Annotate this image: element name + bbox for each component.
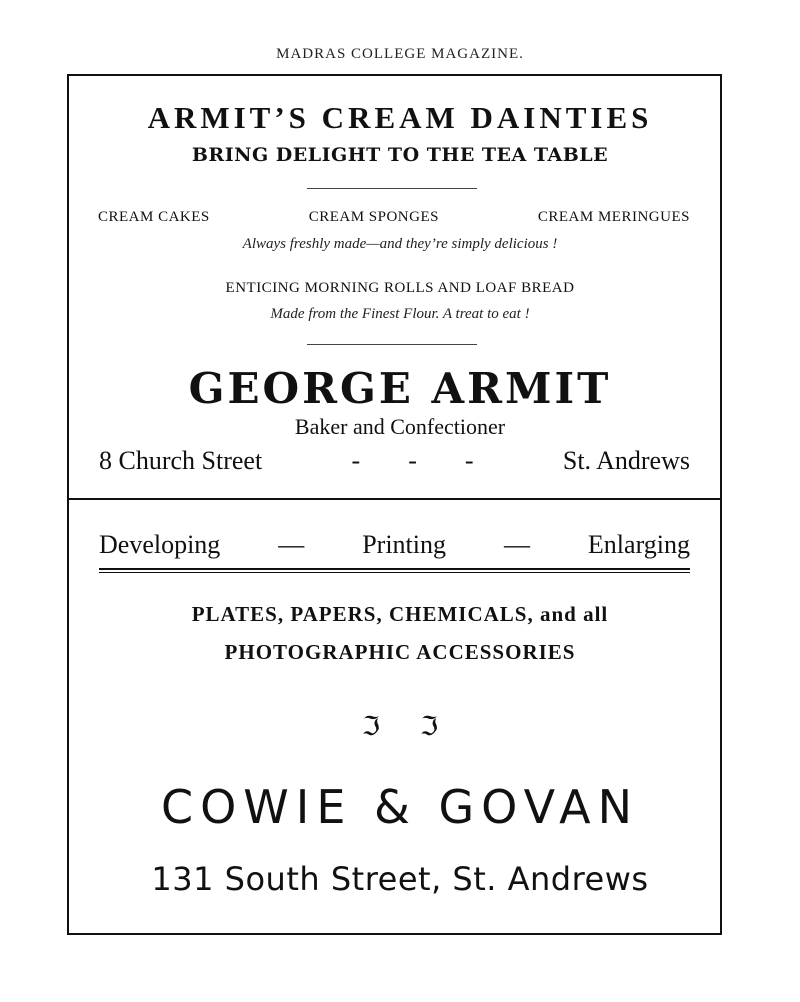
running-head: MADRAS COLLEGE MAGAZINE. (276, 46, 524, 62)
armit-street: 8 Church Street (99, 446, 263, 475)
service-item: Printing (362, 530, 447, 559)
dash: - (464, 446, 474, 475)
dash: - (408, 446, 417, 475)
armit-trade: Baker and Confectioner (294, 414, 506, 439)
cowie-address: 131 South Street, St. Andrews (151, 860, 649, 898)
service-item: Enlarging (587, 530, 690, 559)
address-dashes (352, 446, 474, 476)
section-divider (67, 498, 722, 500)
product-item: CREAM MERINGUES (537, 209, 690, 225)
armit-town: St. Andrews (562, 446, 690, 475)
short-rule-top (307, 188, 477, 189)
service-separator: — (278, 530, 305, 559)
product-item: CREAM CAKES (98, 209, 210, 225)
supplies-line-1: PLATES, PAPERS, CHEMICALS, and all (191, 602, 609, 626)
service-separator: — (503, 530, 530, 559)
bread-note: Made from the Finest Flour. A treat to eat ! (270, 306, 530, 322)
ornament-row (0, 712, 800, 742)
services-rule-thin (99, 572, 690, 573)
supplies-line-2: PHOTOGRAPHIC ACCESSORIES (224, 640, 576, 664)
armit-name: GEORGE ARMIT (188, 364, 612, 413)
armit-address (99, 446, 690, 476)
armit-tagline: BRING DELIGHT TO THE TEA TABLE (191, 144, 609, 166)
services-line (99, 530, 690, 560)
product-item: CREAM SPONGES (308, 209, 439, 225)
products-note: Always freshly made—and they’re simply delicious ! (242, 236, 558, 252)
dash: - (351, 446, 361, 475)
armit-title: ARMIT’S CREAM DAINTIES (147, 100, 653, 135)
services-rule (99, 568, 690, 570)
product-list (98, 209, 690, 226)
cowie-name: COWIE & GOVAN (160, 780, 639, 834)
bread-line: ENTICING MORNING ROLLS AND LOAF BREAD (225, 280, 575, 296)
short-rule-bottom (307, 344, 477, 345)
service-item: Developing (99, 530, 221, 559)
fleuron-icon: ℑ (361, 712, 380, 741)
fleuron-icon: ℑ (420, 712, 439, 741)
